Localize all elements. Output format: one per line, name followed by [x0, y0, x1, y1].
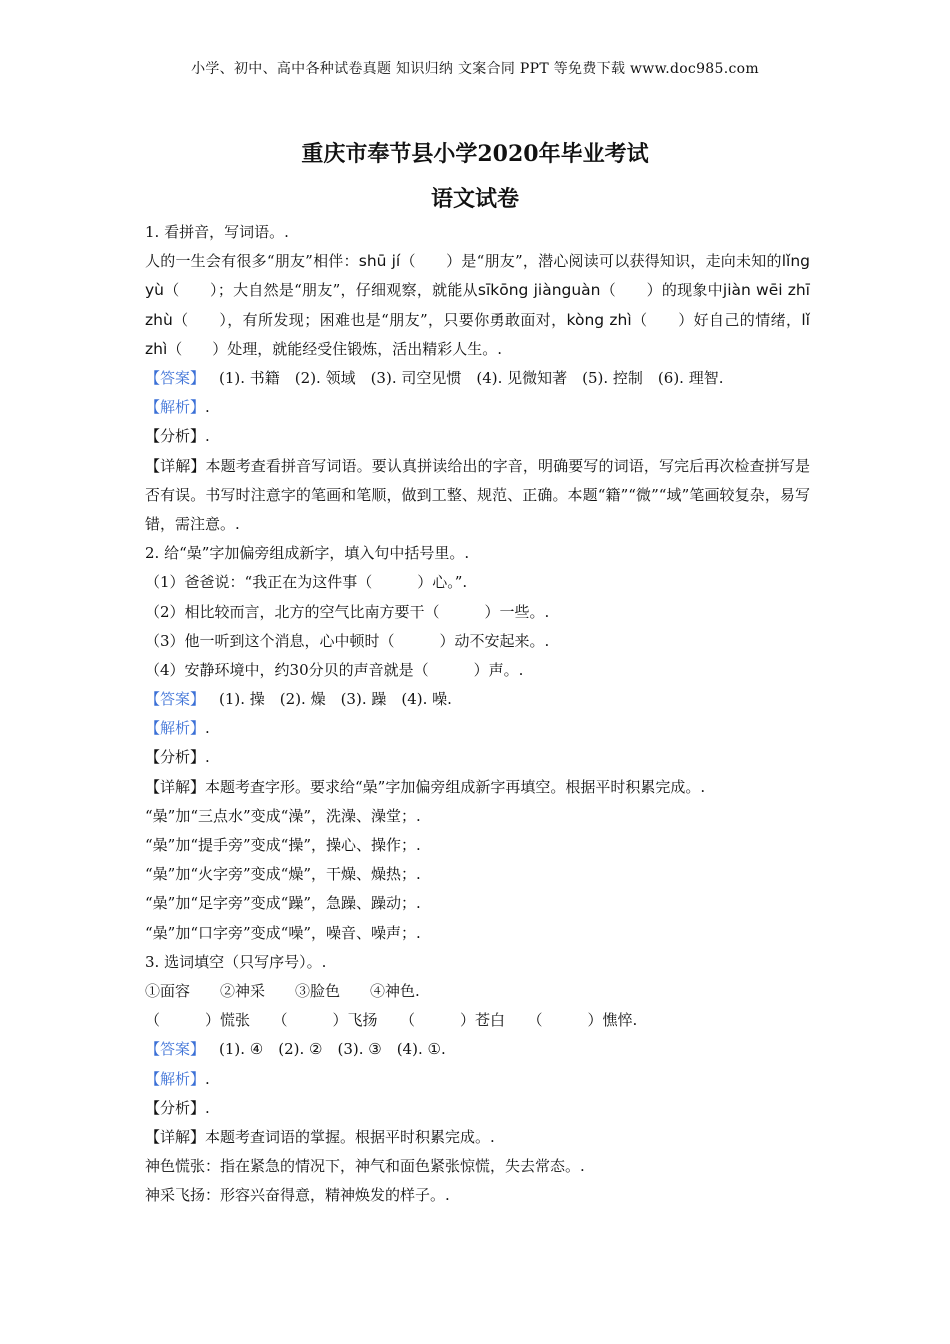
q3-note: 神采飞扬：形容兴奋得意，精神焕发的样子。.: [145, 1186, 450, 1205]
passage-text: 人的一生会有很多“朋友”相伴：: [145, 252, 359, 271]
q2-item: （1）爸爸说：“我正在为这件事（ ）心。”.: [145, 573, 468, 592]
q3-blanks: （ ）慌张 （ ）飞扬 （ ）苍白 （ ）憔悴.: [145, 1011, 638, 1030]
q3-jiexi-text: .: [205, 1069, 210, 1088]
q3-detail: 【详解】本题考查词语的掌握。根据平时积累完成。.: [145, 1127, 495, 1146]
q2-jiexi: [145, 714, 810, 743]
q2-item: （4）安静环境中，约30分贝的声音就是（ ）声。.: [145, 660, 524, 679]
q1-detail: 【详解】本题考查看拼音写词语。要认真拼读给出的字音，明确要写的词语，写完后再次检查拼写是否有误。书写时注意字的笔画和笔顺，做到工整、规范、正确。本题“籍”“微”“域”笔画较复杂，易写错，需注意。.: [145, 456, 810, 533]
q2-item: （3）他一听到这个消息，心中顿时（ ）动不安起来。.: [145, 631, 550, 650]
q2-note: “喿”加“三点水”变成“澡”，洗澡、澡堂；.: [145, 806, 421, 825]
q2-heading: 2. 给“喿”字加偏旁组成新字，填入句中括号里。.: [145, 544, 470, 563]
pinyin-word: shū jí: [358, 252, 401, 271]
q2-note: “喿”加“提手旁”变成“操”，操心、操作；.: [145, 836, 421, 855]
q2-note: “喿”加“口字旁”变成“噪”，噪音、噪声；.: [145, 923, 421, 942]
q1-passage: [145, 247, 810, 364]
q3-answer: [145, 1035, 810, 1064]
q1-jiexi: [145, 393, 810, 422]
pinyin-word: lǐng yù: [145, 252, 811, 300]
q2-answer-text: (1). 操 (2). 燥 (3). 躁 (4). 噪.: [219, 690, 452, 709]
q1-heading: 1. 看拼音，写词语。.: [145, 223, 289, 241]
passage-text: （ ）好自己的情绪，: [631, 310, 802, 329]
answer-tag: 【答案】: [145, 1040, 206, 1059]
pinyin-word: jiàn wēi zhī zhù: [145, 281, 810, 329]
q2-jiexi-text: .: [205, 719, 210, 738]
passage-text: （ ）的现象中: [600, 281, 723, 300]
document-body: [145, 218, 810, 1210]
page-header: 小学、初中、高中各种试卷真题 知识归纳 文案合同 PPT 等免费下载 www.doc985.com: [191, 61, 759, 77]
answer-tag: 【答案】: [145, 369, 206, 387]
q3-note: 神色慌张：指在紧急的情况下，神气和面色紧张惊慌，失去常态。.: [145, 1157, 585, 1176]
q3-options: ①面容 ②神采 ③脸色 ④神色.: [145, 981, 420, 1000]
q3-answer-text: (1). ④ (2). ② (3). ③ (4). ①.: [219, 1040, 446, 1059]
jiexi-tag: 【解析】: [145, 719, 206, 738]
q2-note: “喿”加“足字旁”变成“躁”，急躁、躁动；.: [145, 894, 421, 913]
passage-text: （ ），有所发现；困难也是“朋友”，只要你勇敢面对，: [172, 310, 567, 329]
pinyin-word: sīkōng jiànguàn: [477, 281, 601, 300]
jiexi-tag: 【解析】: [145, 1069, 206, 1088]
q1-answer-text: (1). 书籍 (2). 领域 (3). 司空见惯 (4). 见微知著 (5). 控制 (6). 理智.: [219, 369, 724, 387]
jiexi-tag: 【解析】: [145, 398, 206, 417]
passage-text: （ ）是“朋友”，潜心阅读可以获得知识，走向未知的: [400, 252, 782, 271]
passage-text: （ ）处理，就能经受住锻炼，活出精彩人生。.: [167, 339, 503, 358]
passage-text: （ ）；大自然是“朋友”，仔细观察，就能从: [164, 281, 478, 300]
q3-fenxi: 【分析】.: [145, 1098, 210, 1117]
q2-note: “喿”加“火字旁”变成“燥”，干燥、燥热；.: [145, 865, 421, 884]
pinyin-word: kòng zhì: [566, 310, 632, 329]
q2-item: （2）相比较而言，北方的空气比南方要干（ ）一些。.: [145, 602, 550, 621]
pinyin-word: lǐ zhì: [145, 310, 810, 358]
q2-answer: [145, 685, 810, 714]
exam-subtitle: 语文试卷: [430, 186, 519, 212]
q3-heading: 3. 选词填空（只写序号）。.: [145, 952, 327, 971]
q1-jiexi-text: .: [205, 398, 210, 417]
answer-tag: 【答案】: [145, 690, 206, 709]
q2-fenxi: 【分析】.: [145, 748, 210, 767]
q1-fenxi: 【分析】.: [145, 427, 210, 446]
q1-answer: [145, 364, 810, 393]
q3-jiexi: [145, 1065, 810, 1094]
exam-title: 重庆市奉节县小学2020年毕业考试: [301, 141, 649, 167]
q2-detail: 【详解】本题考查字形。要求给“喿”字加偏旁组成新字再填空。根据平时积累完成。.: [145, 777, 706, 796]
